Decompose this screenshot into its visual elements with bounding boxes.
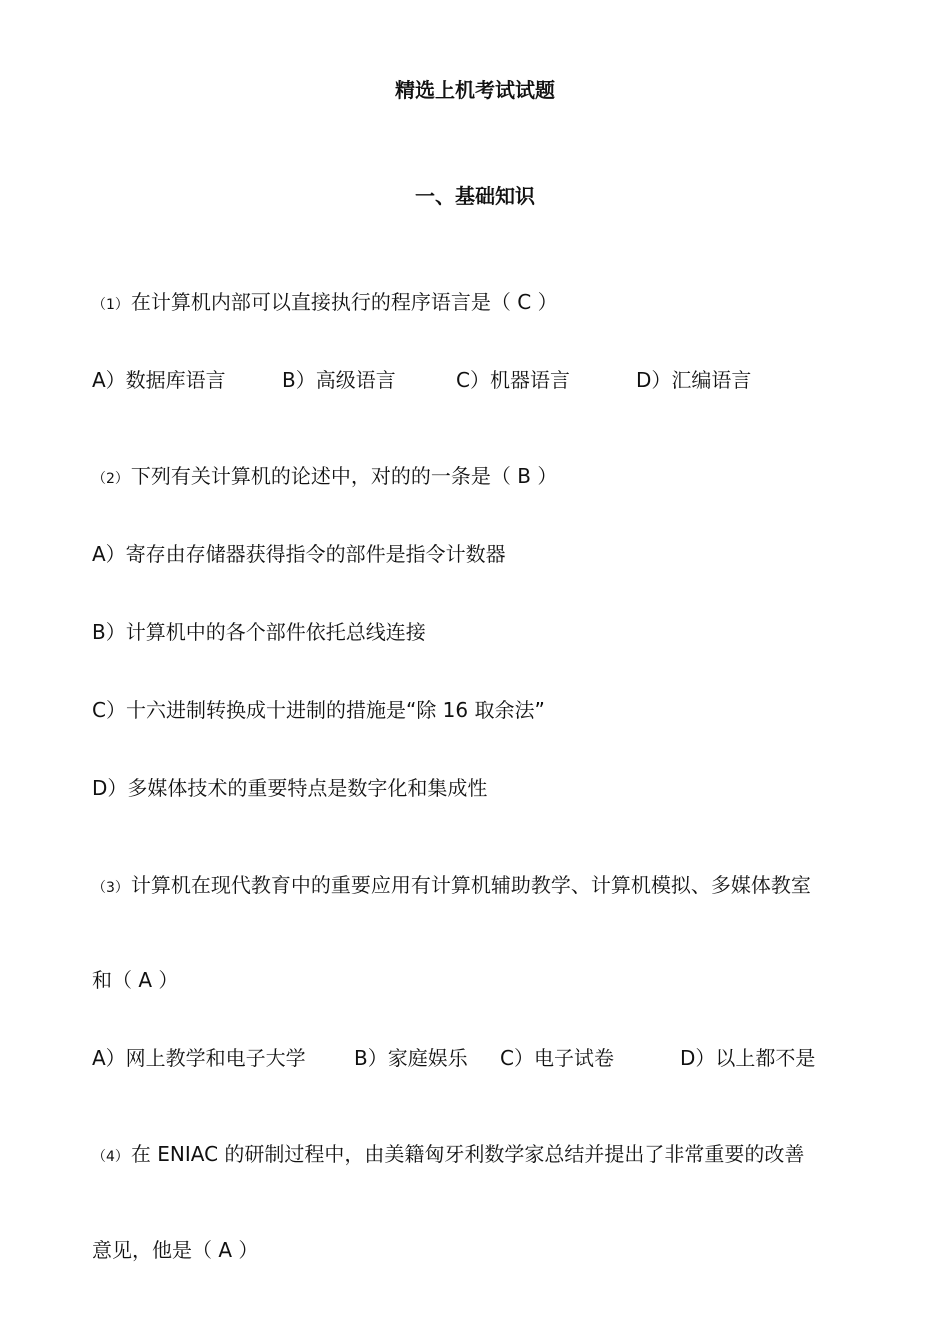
option-a: A）数据库语言 [92, 368, 226, 392]
option-b: B）高级语言 [282, 368, 396, 392]
question-4-continuation: 意见，他是（ A ） [92, 1238, 259, 1262]
question-2-option-c: C）十六进制转换成十进制的措施是“除 16 取余法” [92, 698, 545, 722]
option-a: A）网上教学和电子大学 [92, 1046, 306, 1070]
question-text: 在 ENIAC 的研制过程中，由美籍匈牙利数学家总结并提出了非常重要的改善 [130, 1142, 805, 1166]
question-number: （4） [92, 1149, 129, 1165]
option-d: D）汇编语言 [636, 368, 752, 392]
option-c: C）机器语言 [456, 368, 570, 392]
question-number: （2） [92, 471, 129, 487]
question-number: （1） [92, 297, 129, 313]
option-c: C）电子试卷 [500, 1046, 614, 1070]
question-1 [92, 288, 558, 319]
question-text: 计算机在现代教育中的重要应用有计算机辅助教学、计算机模拟、多媒体教室 [130, 873, 811, 897]
option-d: D）以上都不是 [680, 1046, 816, 1070]
option-b: B）家庭娱乐 [354, 1046, 468, 1070]
question-3-continuation: 和（ A ） [92, 968, 179, 992]
question-2-option-d: D）多媒体技术的重要特点是数字化和集成性 [92, 776, 488, 800]
question-number: （3） [92, 880, 129, 896]
question-text: 下列有关计算机的论述中，对的的一条是（ B ） [130, 464, 558, 488]
question-text: 在计算机内部可以直接执行的程序语言是（ C ） [130, 290, 558, 314]
question-2 [92, 462, 557, 493]
question-4 [92, 1140, 804, 1171]
question-2-option-b: B）计算机中的各个部件依托总线连接 [92, 620, 426, 644]
section-heading: 一、基础知识 [415, 184, 535, 208]
document-title: 精选上机考试试题 [395, 78, 555, 102]
question-2-option-a: A）寄存由存储器获得指令的部件是指令计数器 [92, 542, 506, 566]
question-3 [92, 871, 811, 902]
